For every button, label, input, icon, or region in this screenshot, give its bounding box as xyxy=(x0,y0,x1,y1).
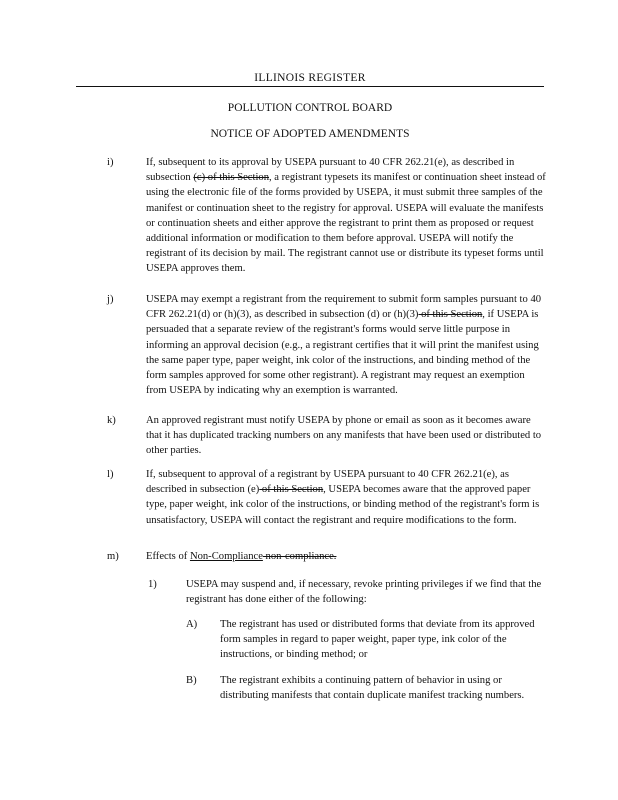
paragraph-label: 1) xyxy=(148,579,157,590)
paragraph-label: B) xyxy=(186,675,197,686)
paragraph-text xyxy=(146,467,547,528)
header-rule xyxy=(76,86,544,87)
paragraph-label: m) xyxy=(107,551,119,562)
inserted-text: Non-Compliance xyxy=(189,551,263,562)
text-run: USEPA may suspend and, if necessary, revoke printing privileges if we find that the registrant has done either of the following: xyxy=(186,579,542,606)
text-run: USEPA may exempt a registrant from the requirement to submit form samples pursuant to 40 CFR 262.21(d) or (h)(3), as described in subsection (d) or (h)(3) xyxy=(146,294,542,321)
text-run: The registrant exhibits a continuing pattern of behavior in using or distributing manifests that contain duplicate manifest tracking numbers. xyxy=(220,675,525,702)
paragraph-text xyxy=(186,577,548,607)
paragraph-label: j) xyxy=(107,294,114,305)
deleted-text: of this Section xyxy=(205,172,269,184)
paragraph-text xyxy=(146,413,547,459)
paragraph-text xyxy=(146,549,547,564)
deleted-text: of this Section xyxy=(418,309,483,321)
text-run: , if USEPA is persuaded that a separate review of the registrant's forms would serve little purpose in informing an approval decision (e.g., a registrant certifies that it will print the manifest using the same paper type, paper weight, ink color of the instructions, and binding method of the form samples approved for some other registrant). A registrant may request an exemption from USEPA by indicating why an exemption is warranted. xyxy=(146,309,539,397)
paragraph-label: A) xyxy=(186,619,198,630)
paragraph-text xyxy=(220,673,548,703)
text-run: , USEPA becomes aware that the approved paper type, paper weight, ink color of the instructions, or binding method of the registrant's form is unsatisfactory, USEPA will contact the registrant and require modifications to the form. xyxy=(146,484,540,526)
text-run: Effects of xyxy=(146,551,190,562)
paragraph-label: k) xyxy=(107,415,116,426)
text-run: The registrant has used or distributed forms that deviate from its approved form samples in regard to paper weight, paper type, ink color of the instructions, or binding method; or xyxy=(220,619,535,661)
paragraph-text xyxy=(146,155,547,277)
deleted-text: non-compliance. xyxy=(262,551,337,562)
register-title: ILLINOIS REGISTER xyxy=(254,72,366,84)
paragraph-text xyxy=(146,292,547,398)
paragraph-text xyxy=(220,617,548,663)
deleted-text: (c) xyxy=(193,172,206,184)
text-run: If, subsequent to approval of a registrant by USEPA pursuant to 40 CFR 262.21(e), as described in subsection (e) xyxy=(146,469,509,496)
deleted-text: of this Section xyxy=(259,484,324,496)
text-run: , a registrant typesets its manifest or continuation sheet instead of using the electronic file of the forms provided by USEPA, it must submit three samples of the manifest or continuation sheet to the registry for approval. USEPA will evaluate the manifests or continuation sheets and either approve the registrant to print them as proposed or request additional information or modification to them before approval. USEPA will notify the registrant of its decision by mail. The registrant cannot use or distribute its typeset forms until USEPA approves them. xyxy=(146,172,546,275)
text-run: If, subsequent to its approval by USEPA pursuant to 40 CFR 262.21(e), as described in subsection xyxy=(146,157,515,184)
paragraph-label: l) xyxy=(107,469,114,480)
notice-title: NOTICE OF ADOPTED AMENDMENTS xyxy=(210,128,410,140)
text-run: An approved registrant must notify USEPA by phone or email as soon as it becomes aware that it has duplicated tracking numbers on any manifests that have been used or distributed to other parties. xyxy=(146,415,542,457)
board-title: POLLUTION CONTROL BOARD xyxy=(227,102,393,114)
paragraph-label: i) xyxy=(107,157,114,168)
